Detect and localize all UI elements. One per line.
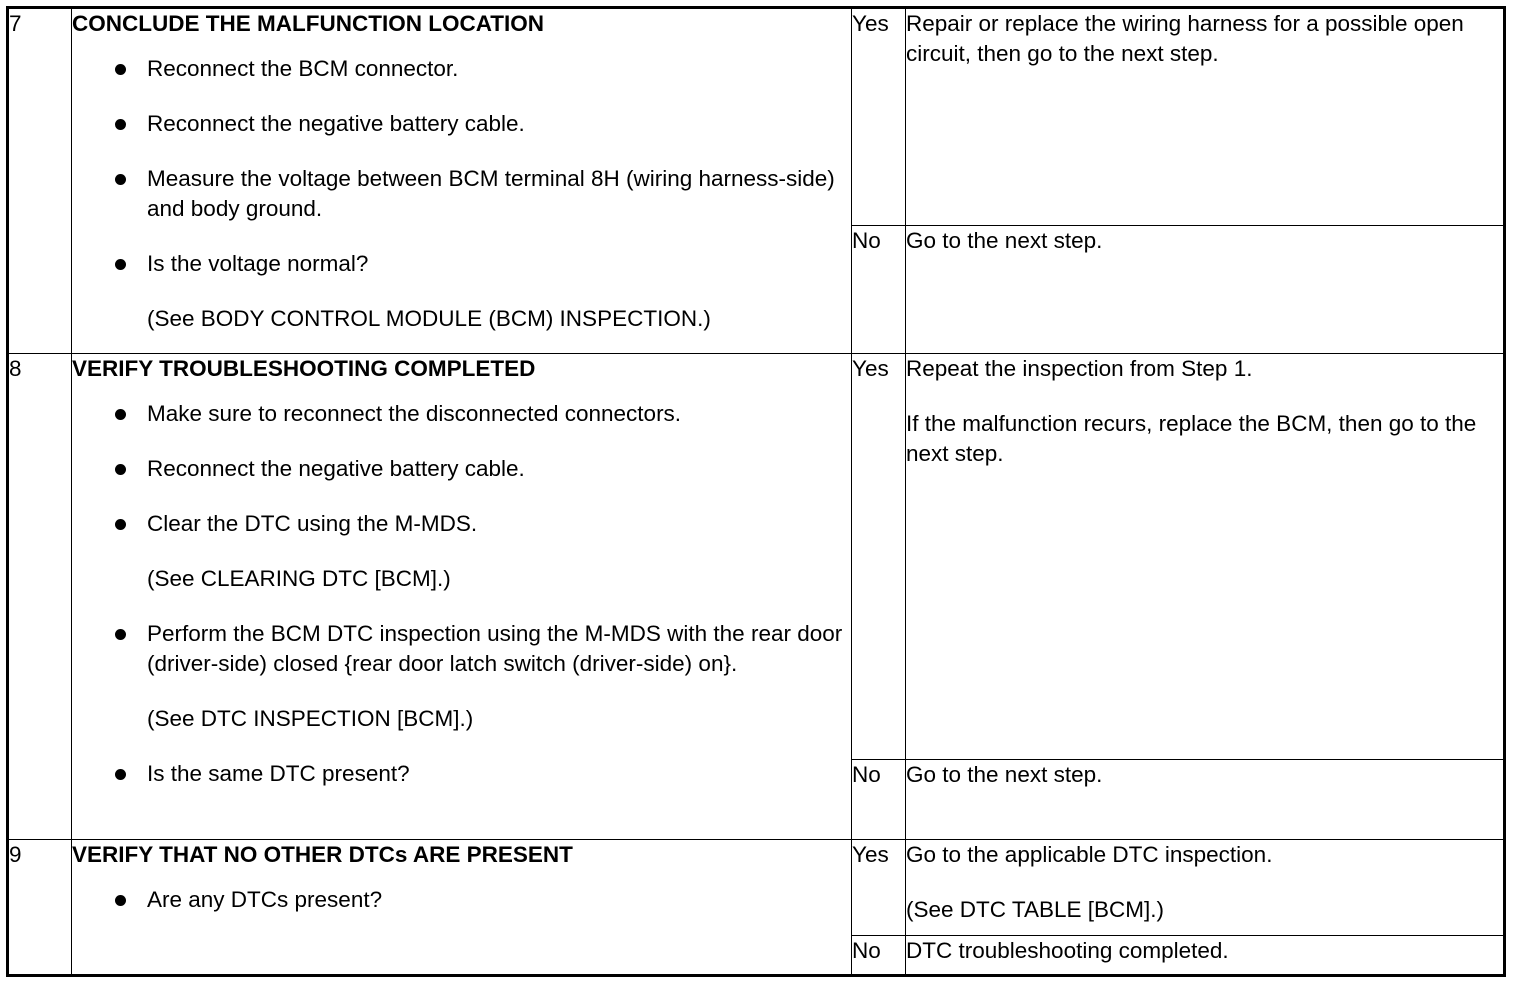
step-item-text: Make sure to reconnect the disconnected connectors. — [147, 401, 682, 426]
no-action — [906, 760, 1505, 840]
step-heading: VERIFY THAT NO OTHER DTCs ARE PRESENT — [72, 842, 573, 867]
yes-action — [906, 8, 1505, 226]
step-item — [72, 885, 851, 915]
step-row-yes — [8, 840, 1505, 936]
no-label: No — [852, 936, 906, 976]
bullet-icon — [115, 769, 126, 780]
no-action — [906, 226, 1505, 354]
step-row-yes — [8, 8, 1505, 226]
yes-action-text: Repeat the inspection from Step 1. — [906, 356, 1253, 381]
step-item — [72, 509, 851, 539]
yes-action-text: If the malfunction recurs, replace the BCM, then go to the next step. — [906, 411, 1477, 466]
step-number: 9 — [8, 840, 72, 976]
no-label: No — [852, 760, 906, 840]
step-item-text: (See CLEARING DTC [BCM].) — [147, 566, 451, 591]
step-description — [72, 8, 852, 354]
yes-action-text: (See DTC TABLE [BCM].) — [906, 897, 1164, 922]
step-item-text: Measure the voltage between BCM terminal 8H (wiring harness-side) and body ground. — [147, 166, 835, 221]
step-number: 7 — [8, 8, 72, 354]
step-item — [72, 759, 851, 789]
bullet-icon — [115, 629, 126, 640]
bullet-icon — [115, 895, 126, 906]
bullet-icon — [115, 174, 126, 185]
step-item — [72, 454, 851, 484]
step-description — [72, 354, 852, 840]
step-item-text: Perform the BCM DTC inspection using the M-MDS with the rear door (driver-side) closed {rear door latch switch (driver-side) on}. — [147, 621, 843, 676]
step-item — [72, 619, 851, 679]
step-item — [72, 399, 851, 429]
no-action — [906, 936, 1505, 976]
step-item-list — [72, 54, 851, 334]
bullet-icon — [115, 119, 126, 130]
no-action-text: DTC troubleshooting completed. — [906, 938, 1229, 963]
step-item-text: Reconnect the negative battery cable. — [147, 111, 525, 136]
yes-label: Yes — [852, 8, 906, 226]
no-action-text: Go to the next step. — [906, 228, 1103, 253]
step-item — [72, 54, 851, 84]
step-heading: VERIFY TROUBLESHOOTING COMPLETED — [72, 356, 536, 381]
step-reference — [72, 704, 851, 734]
troubleshooting-document — [6, 6, 1506, 979]
step-item-text: Clear the DTC using the M-MDS. — [147, 511, 478, 536]
step-item-text: Reconnect the negative battery cable. — [147, 456, 525, 481]
bullet-icon — [115, 464, 126, 475]
step-reference — [72, 304, 851, 334]
yes-action — [906, 840, 1505, 936]
step-item — [72, 249, 851, 279]
step-item-text: Is the voltage normal? — [147, 251, 369, 276]
no-label: No — [852, 226, 906, 354]
troubleshooting-table — [6, 6, 1506, 977]
yes-action-text: Go to the applicable DTC inspection. — [906, 842, 1273, 867]
bullet-icon — [115, 409, 126, 420]
yes-label: Yes — [852, 354, 906, 760]
step-item-list — [72, 885, 851, 915]
step-description — [72, 840, 852, 976]
step-row-yes — [8, 354, 1505, 760]
step-item — [72, 164, 851, 224]
step-item-text: Are any DTCs present? — [147, 887, 383, 912]
bullet-icon — [115, 519, 126, 530]
no-action-text: Go to the next step. — [906, 762, 1103, 787]
step-item-text: Reconnect the BCM connector. — [147, 56, 459, 81]
step-reference — [72, 564, 851, 594]
step-item-text: (See DTC INSPECTION [BCM].) — [147, 706, 474, 731]
step-heading: CONCLUDE THE MALFUNCTION LOCATION — [72, 11, 545, 36]
step-item-text: Is the same DTC present? — [147, 761, 410, 786]
bullet-icon — [115, 64, 126, 75]
yes-action — [906, 354, 1505, 760]
bullet-icon — [115, 259, 126, 270]
yes-label: Yes — [852, 840, 906, 936]
step-item-list — [72, 399, 851, 789]
step-item — [72, 109, 851, 139]
step-number: 8 — [8, 354, 72, 840]
yes-action-text: Repair or replace the wiring harness for a possible open circuit, then go to the next step. — [906, 11, 1464, 66]
step-item-text: (See BODY CONTROL MODULE (BCM) INSPECTION.) — [147, 306, 711, 331]
